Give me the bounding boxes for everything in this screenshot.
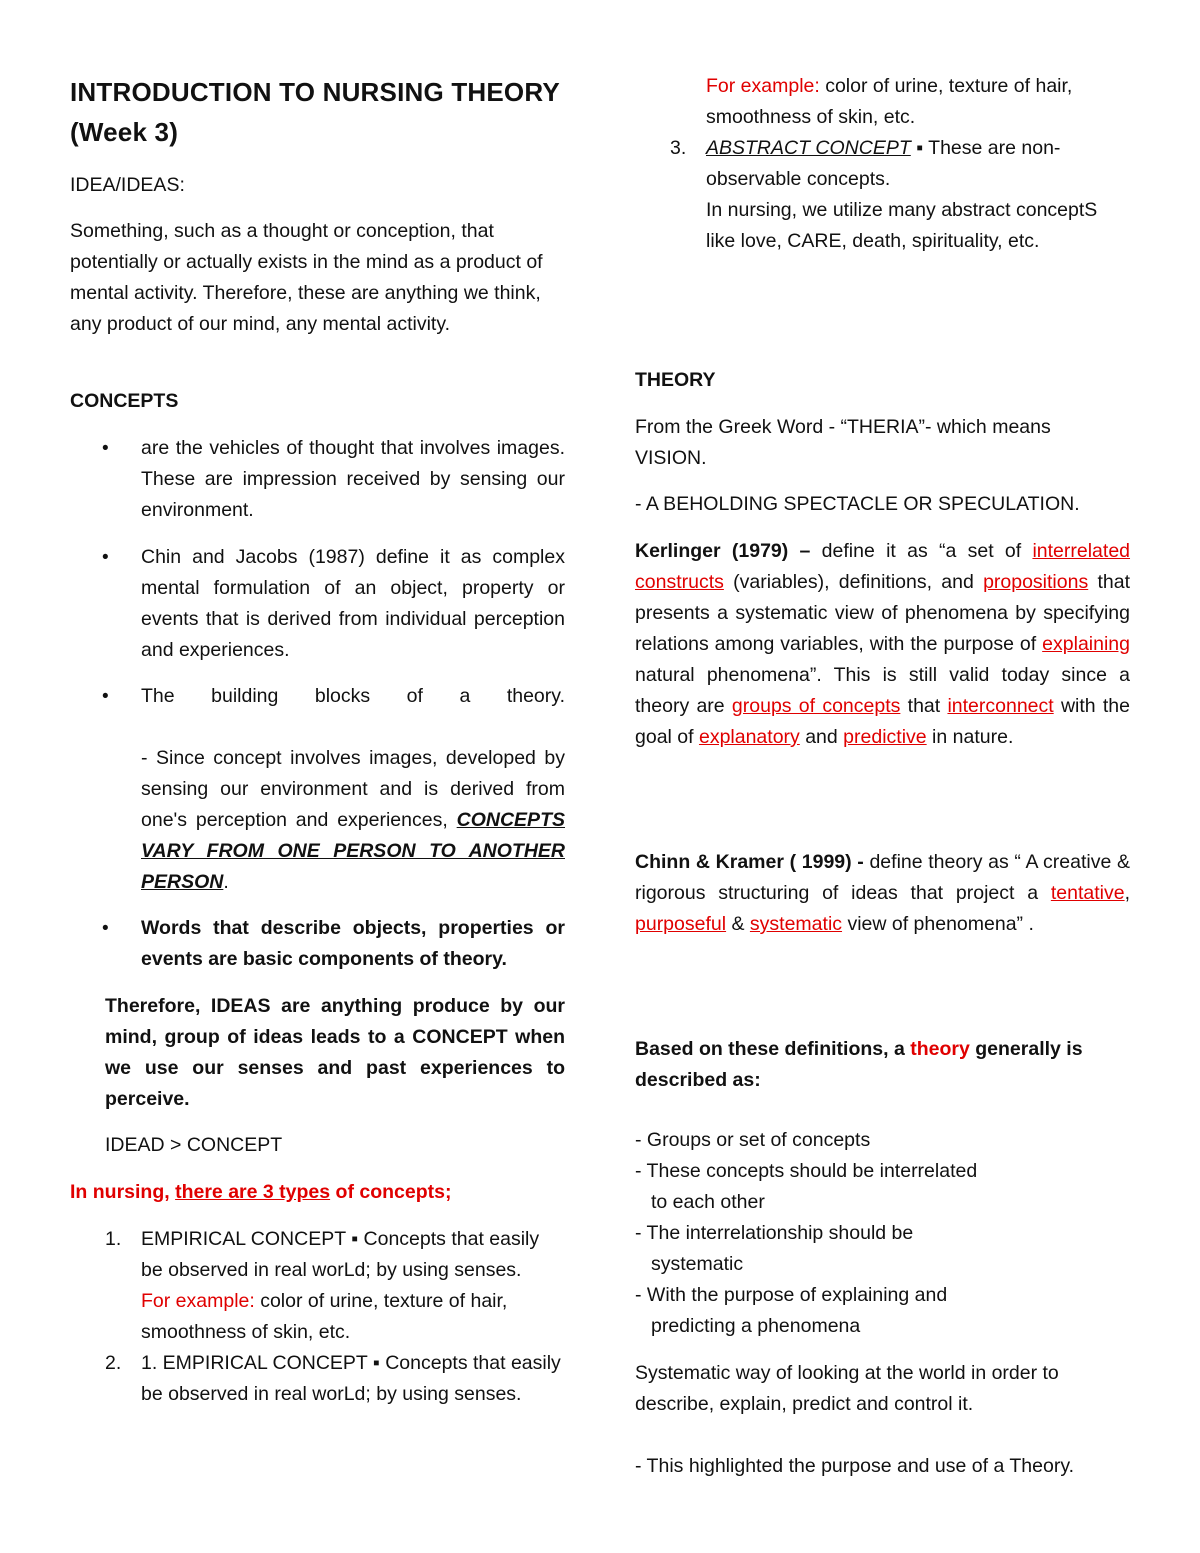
text: in nature. xyxy=(926,726,1014,748)
highlight-term: explanatory xyxy=(698,726,800,748)
types-heading xyxy=(70,1177,451,1208)
text: and xyxy=(799,726,844,748)
example-text: color of urine, texture of hair, smoothness of skin, etc. xyxy=(141,1290,508,1343)
chinn-kramer-name: Chinn & Kramer ( 1999) - xyxy=(635,851,864,873)
theory-description-list xyxy=(635,1125,1130,1342)
bullet-marker: • xyxy=(102,918,109,939)
empirical-text: EMPIRICAL CONCEPT ▪ Concepts that easily be observed in real worLd; by using senses. xyxy=(141,1228,540,1281)
text: view of phenomena” . xyxy=(842,913,1034,935)
highlight-term: predictive xyxy=(843,726,927,748)
highlight-term: interconnect xyxy=(947,695,1054,717)
list-item: - With the purpose of explaining and xyxy=(635,1284,948,1306)
list-item: - These concepts should be interrelated xyxy=(635,1160,978,1182)
based-on-heading xyxy=(635,1034,1115,1096)
kerlinger-definition xyxy=(635,536,1130,753)
list-item: - Groups or set of concepts xyxy=(635,1129,871,1151)
list-number: 1. xyxy=(105,1228,122,1250)
highlight-term: propositions xyxy=(983,571,1089,593)
theory-beholding: - A BEHOLDING SPECTACLE OR SPECULATION. xyxy=(635,493,1080,515)
list-item-continued: predicting a phenomena xyxy=(651,1315,861,1337)
abstract-concept-title: ABSTRACT CONCEPT xyxy=(706,137,911,159)
page-title: INTRODUCTION TO NURSING THEORY xyxy=(70,77,560,107)
concept-vary-emphasis: CONCEPTS VARY FROM ONE PERSON TO ANOTHER PERSON xyxy=(141,809,565,893)
concept-bullet-1: are the vehicles of thought that involves images. These are impression received by sensing our environment. xyxy=(141,437,565,521)
idea-definition: Something, such as a thought or conception, that potentially or actually exists in the mind as a product of mental activity. Therefore, these are anything we think, any product of our mind, any mental activity. xyxy=(70,220,543,335)
bullet-marker: • xyxy=(102,547,109,568)
text: define it as “a set of xyxy=(810,540,1033,562)
text: define theory as “ A creative & rigorous structuring of ideas that project a xyxy=(635,851,1130,904)
example-label: For example: xyxy=(141,1290,255,1312)
period: . xyxy=(223,871,229,893)
types-underlined: there are 3 types xyxy=(175,1181,331,1203)
theory-word: theory xyxy=(910,1038,970,1060)
concept-bullet-3-note xyxy=(141,743,565,898)
highlighted-purpose: - This highlighted the purpose and use of a Theory. xyxy=(635,1455,1075,1477)
highlight-term: interrelated constructs xyxy=(635,540,1131,593)
kerlinger-name: Kerlinger (1979) – xyxy=(635,540,811,562)
empirical-concept-item-2: 1. EMPIRICAL CONCEPT ▪ Concepts that easily be observed in real worLd; by using senses. xyxy=(141,1352,561,1405)
page-subtitle: (Week 3) xyxy=(70,117,179,147)
concepts-heading: CONCEPTS xyxy=(70,390,179,412)
list-item-continued: systematic xyxy=(651,1253,744,1275)
theory-origin: From the Greek Word - “THERIA”- which means VISION. xyxy=(635,416,1051,469)
text: that presents a systematic view of phenomena by specifying relations among variables, with the purpose of xyxy=(635,571,1130,655)
chinn-kramer-definition xyxy=(635,847,1130,940)
concept-bullet-2: Chin and Jacobs (1987) define it as complex mental formulation of an object, property or events that is derived from individual perception and experiences. xyxy=(141,546,565,661)
example-continued xyxy=(706,71,1130,133)
idead-concept: IDEAD > CONCEPT xyxy=(105,1134,283,1156)
text: (variables), definitions, and xyxy=(723,571,984,593)
highlight-term: purposeful xyxy=(635,913,727,935)
text: Based on these definitions, a xyxy=(635,1038,911,1060)
highlight-term: systematic xyxy=(749,913,843,935)
text: with the goal of xyxy=(635,695,1130,748)
list-item: - The interrelationship should be xyxy=(635,1222,914,1244)
abstract-text: ▪ These are non-observable concepts. xyxy=(706,137,1061,190)
text: , xyxy=(1124,882,1130,904)
abstract-concept-item xyxy=(706,133,1130,257)
highlight-term: groups of concepts xyxy=(731,695,901,717)
example-text: color of urine, texture of hair, smoothness of skin, etc. xyxy=(706,75,1073,128)
list-number: 3. xyxy=(670,137,687,159)
text: that xyxy=(900,695,948,717)
concept-note-text: - Since concept involves images, developed by sensing our environment and is derived from one's perception and experiences, xyxy=(141,747,565,831)
idea-heading: IDEA/IDEAS: xyxy=(70,174,185,196)
text: generally is described as: xyxy=(635,1038,1083,1091)
types-text: In nursing, xyxy=(70,1181,176,1203)
list-item-continued: to each other xyxy=(651,1191,765,1213)
therefore-paragraph: Therefore, IDEAS are anything produce by our mind, group of ideas leads to a CONCEPT when we use our senses and past experiences to perceive. xyxy=(105,995,565,1110)
text: & xyxy=(726,913,750,935)
highlight-term: explaining xyxy=(1042,633,1130,655)
empirical-concept-item xyxy=(141,1224,561,1348)
types-text: of concepts; xyxy=(330,1181,452,1203)
list-number: 2. xyxy=(105,1352,122,1374)
example-label: For example: xyxy=(706,75,820,97)
concept-bullet-4: Words that describe objects, properties or events are basic components of theory. xyxy=(141,917,565,970)
bullet-marker: • xyxy=(102,686,109,707)
theory-heading: THEORY xyxy=(635,369,716,391)
bullet-marker: • xyxy=(102,438,109,459)
highlight-term: tentative xyxy=(1050,882,1125,904)
concept-bullet-3: The building blocks of a theory. xyxy=(141,685,565,707)
abstract-text-2: In nursing, we utilize many abstract conceptS like love, CARE, death, spirituality, etc. xyxy=(706,199,1098,252)
text: natural phenomena”. This is still valid today since a theory are xyxy=(635,664,1130,717)
systematic-way: Systematic way of looking at the world in order to describe, explain, predict and control it. xyxy=(635,1362,1059,1415)
